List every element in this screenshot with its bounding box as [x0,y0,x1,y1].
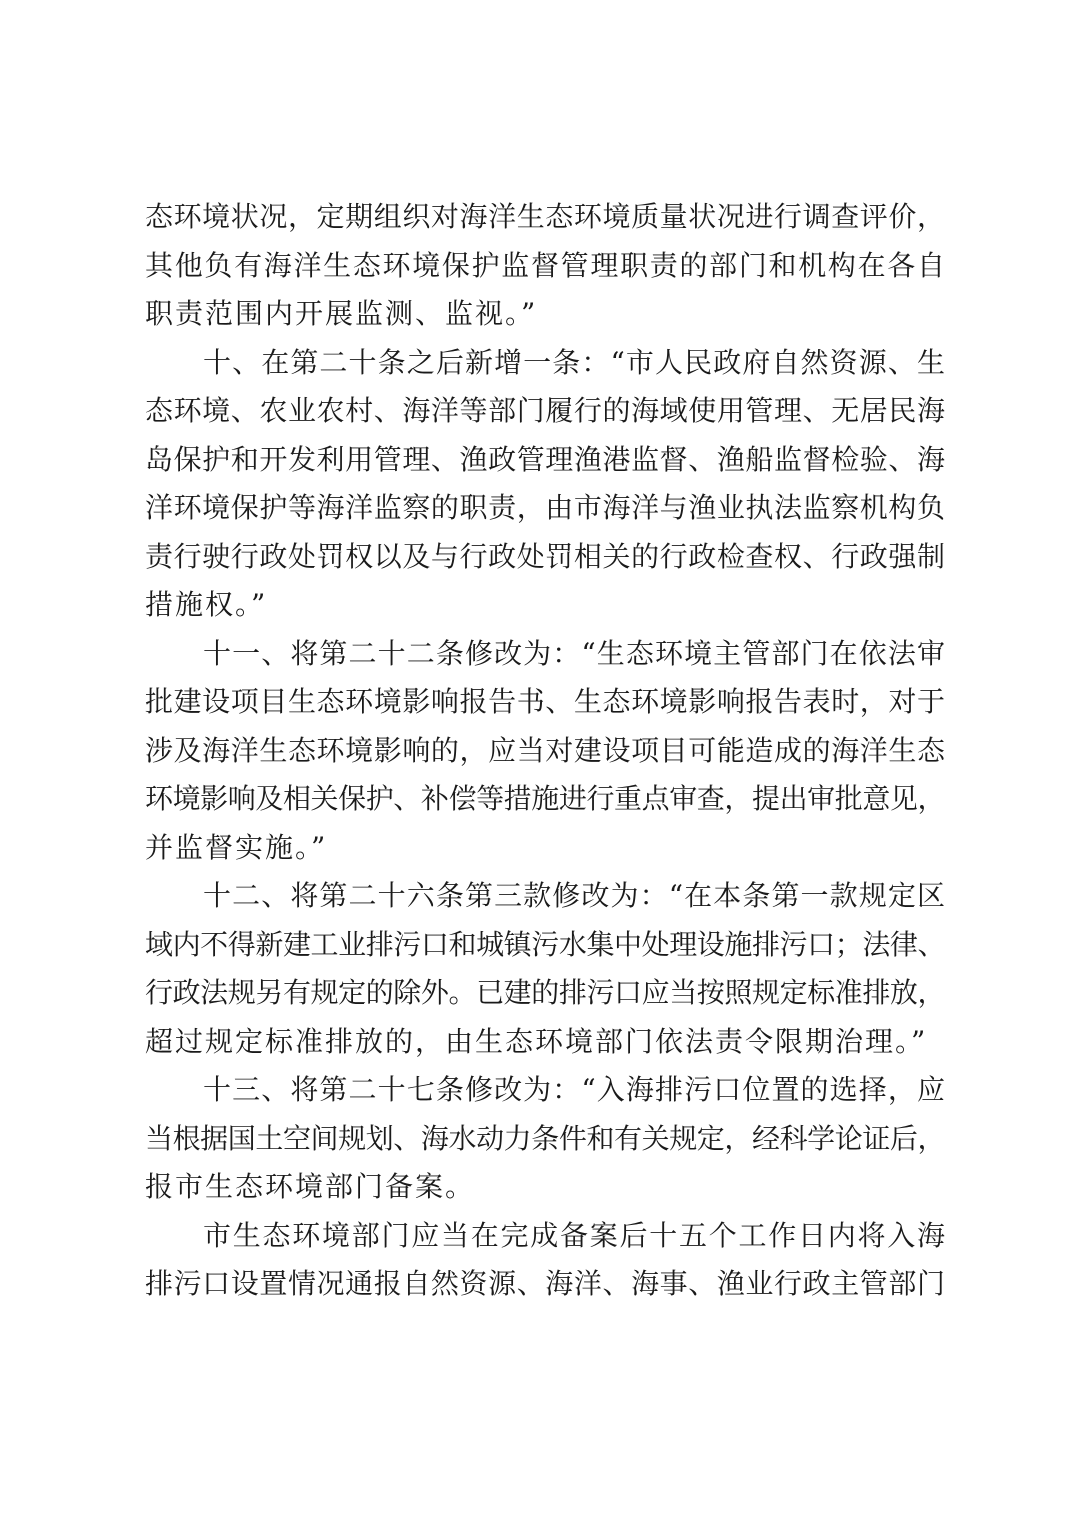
paragraph-item-10 [145,339,945,630]
paragraph-item-13 [145,1066,945,1212]
text-line: 态环境状况，定期组织对海洋生态环境质量状况进行调查评价， [145,200,945,233]
paragraph-item-11 [145,630,945,873]
text-line: 超过规定标准排放的，由生态环境部门依法责令限期治理。” [145,1024,928,1058]
text-line: 涉及海洋生态环境影响的，应当对建设项目可能造成的海洋生态 [145,733,945,767]
text-line: 批建设项目生态环境影响报告书、生态环境影响报告表时，对于 [145,685,945,718]
text-line: 职责范围内开展监测、监视。” [145,297,538,330]
paragraph-item-13-second [145,1212,945,1309]
text-line: 措施权。” [145,588,268,621]
text-line: 其他负有海洋生态环境保护监督管理职责的部门和机构在各自 [145,248,945,282]
text-line: 十三、将第二十七条修改为：“入海排污口位置的选择，应 [203,1073,945,1106]
text-line: 态环境、农业农村、海洋等部门履行的海域使用管理、无居民海 [145,394,945,427]
text-line: 岛保护和开发利用管理、渔政管理渔港监督、渔船监督检验、海 [145,442,945,476]
text-line: 报市生态环境部门备案。 [145,1170,476,1203]
text-line: 市生态环境部门应当在完成备案后十五个工作日内将入海 [203,1218,945,1252]
text-line: 行政法规另有规定的除外。已建的排污口应当按照规定标准排放， [145,976,946,1009]
text-line: 洋环境保护等海洋监察的职责，由市海洋与渔业执法监察机构负 [145,491,945,524]
text-line: 当根据国土空间规划、海水动力条件和有关规定，经科学论证后， [145,1121,946,1155]
text-line: 并监督实施。” [145,830,328,864]
document-body [145,193,945,1309]
text-line: 排污口设置情况通报自然资源、海洋、海事、渔业行政主管部门 [145,1267,945,1300]
text-line: 责行驶行政处罚权以及与行政处罚相关的行政检查权、行政强制 [145,539,945,573]
text-line: 十、在第二十条之后新增一条：“市人民政府自然资源、生 [203,345,945,379]
text-line: 十一、将第二十二条修改为：“生态环境主管部门在依法审 [203,636,945,670]
text-line: 十二、将第二十六条第三款修改为：“在本条第一款规定区 [203,879,945,912]
paragraph-item-12 [145,872,945,1066]
text-line: 环境影响及相关保护、补偿等措施进行重点审查，提出审批意见， [145,782,946,815]
paragraph-1 [145,193,945,339]
text-line: 域内不得新建工业排污口和城镇污水集中处理设施排污口；法律、 [145,927,946,961]
